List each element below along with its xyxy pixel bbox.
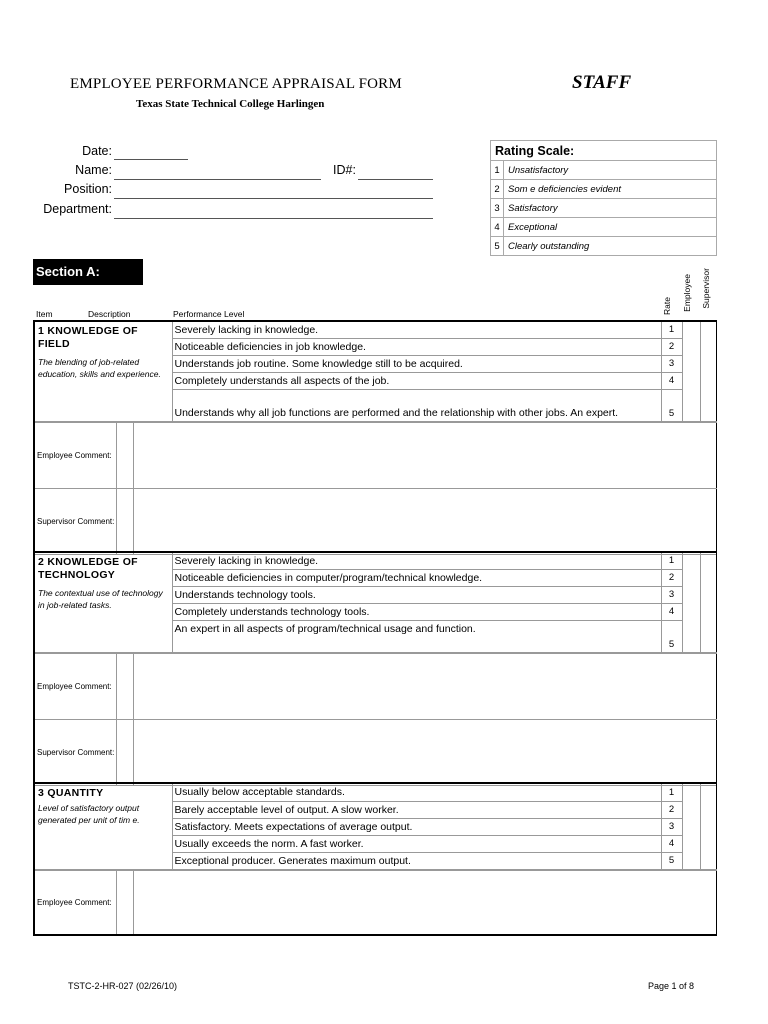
employee-comment-label: Employee Comment:: [35, 653, 116, 719]
employee-comment-label: Employee Comment:: [35, 422, 116, 488]
scale-label: Satisfactory: [504, 199, 717, 218]
item-block: [33, 320, 717, 555]
performance-level: Satisfactory. Meets expectations of average output.: [172, 818, 661, 835]
performance-level: Noticeable deficiencies in computer/program/technical knowledge.: [172, 569, 661, 586]
performance-level: Barely acceptable level of output. A slow worker.: [172, 801, 661, 818]
rate-number: 5: [661, 852, 682, 869]
rating-scale: [490, 140, 717, 256]
performance-level: Completely understands all aspects of the job.: [172, 372, 661, 389]
col-supervisor: Supervisor: [701, 268, 711, 309]
item-cell: [35, 784, 172, 869]
comment-spacer: [116, 870, 133, 934]
col-description: Description: [88, 309, 131, 319]
employee-rating-cell[interactable]: [682, 322, 700, 421]
employee-comment-field[interactable]: [133, 422, 717, 488]
item-cell: [35, 322, 172, 421]
scale-number: 1: [491, 161, 504, 180]
supervisor-comment-label: Supervisor Comment:: [35, 719, 116, 785]
item-heading: 1 KNOWLEDGE OF FIELD: [38, 325, 138, 350]
rate-number: 2: [661, 338, 682, 355]
col-employee: Employee: [682, 274, 692, 312]
comment-spacer: [116, 653, 133, 719]
comment-spacer: [116, 488, 133, 554]
item-heading: 3 QUANTITY: [38, 787, 104, 799]
rate-number: 3: [661, 818, 682, 835]
employee-comment-field[interactable]: [133, 870, 717, 934]
college-name: Texas State Technical College Harlingen: [136, 98, 325, 110]
supervisor-rating-cell[interactable]: [700, 553, 717, 652]
scale-label: Exceptional: [504, 218, 717, 237]
rate-number: 1: [661, 322, 682, 338]
supervisor-rating-cell[interactable]: [700, 784, 717, 869]
col-item: Item: [36, 309, 53, 319]
supervisor-comment-field[interactable]: [133, 719, 717, 785]
rate-number: 5: [661, 620, 682, 652]
performance-level: Severely lacking in knowledge.: [172, 553, 661, 569]
item-cell: [35, 553, 172, 652]
item-table: [35, 322, 717, 422]
scale-label: Som e deficiencies evident: [504, 180, 717, 199]
item-description: The blending of job-related education, skills and experience.: [38, 357, 161, 379]
name-field[interactable]: [114, 179, 321, 180]
section-a-header: Section A:: [33, 259, 143, 285]
item-block: [33, 551, 717, 786]
performance-level: Completely understands technology tools.: [172, 603, 661, 620]
performance-level: Understands technology tools.: [172, 586, 661, 603]
performance-level: Usually below acceptable standards.: [172, 784, 661, 801]
scale-label: Unsatisfactory: [504, 161, 717, 180]
rating-scale-title: Rating Scale:: [491, 141, 717, 161]
scale-number: 3: [491, 199, 504, 218]
scale-number: 2: [491, 180, 504, 199]
employee-rating-cell[interactable]: [682, 553, 700, 652]
scale-label: Clearly outstanding: [504, 237, 717, 256]
rate-number: 3: [661, 355, 682, 372]
comment-table: [35, 870, 717, 935]
comment-table: [35, 653, 717, 786]
performance-level: An expert in all aspects of program/technical usage and function.: [172, 620, 661, 652]
item-description: Level of satisfactory output generated per unit of tim e.: [38, 803, 140, 825]
comment-spacer: [116, 719, 133, 785]
rate-number: 2: [661, 801, 682, 818]
rate-number: 2: [661, 569, 682, 586]
page-number: Page 1 of 8: [648, 981, 695, 991]
id-field[interactable]: [358, 179, 433, 180]
form-title: EMPLOYEE PERFORMANCE APPRAISAL FORM: [70, 76, 402, 92]
comment-table: [35, 422, 717, 555]
supervisor-comment-label: Supervisor Comment:: [35, 488, 116, 554]
position-field[interactable]: [114, 198, 433, 199]
comment-spacer: [116, 422, 133, 488]
performance-level: Understands why all job functions are performed and the relationship with other jobs. An expert.: [172, 389, 661, 421]
employee-comment-label: Employee Comment:: [35, 870, 116, 934]
supervisor-comment-field[interactable]: [133, 488, 717, 554]
performance-level: Exceptional producer. Generates maximum output.: [172, 852, 661, 869]
form-code: TSTC-2-HR-027 (02/26/10): [68, 981, 178, 991]
supervisor-rating-cell[interactable]: [700, 322, 717, 421]
rate-number: 3: [661, 586, 682, 603]
department-label: Department:: [43, 202, 112, 216]
item-heading: 2 KNOWLEDGE OF TECHNOLOGY: [38, 556, 138, 581]
staff-label: STAFF: [572, 72, 632, 93]
performance-level: Usually exceeds the norm. A fast worker.: [172, 835, 661, 852]
employee-comment-field[interactable]: [133, 653, 717, 719]
rate-number: 4: [661, 603, 682, 620]
item-block: [33, 782, 717, 936]
performance-level: Understands job routine. Some knowledge still to be acquired.: [172, 355, 661, 372]
rate-number: 4: [661, 835, 682, 852]
date-label: Date:: [82, 144, 112, 158]
rate-number: 1: [661, 784, 682, 801]
position-label: Position:: [64, 182, 112, 196]
rate-number: 5: [661, 389, 682, 421]
item-table: [35, 553, 717, 653]
name-label: Name:: [75, 163, 112, 177]
rate-number: 4: [661, 372, 682, 389]
scale-number: 5: [491, 237, 504, 256]
col-performance: Performance Level: [173, 309, 245, 319]
performance-level: Severely lacking in knowledge.: [172, 322, 661, 338]
rate-number: 1: [661, 553, 682, 569]
performance-level: Noticeable deficiencies in job knowledge.: [172, 338, 661, 355]
item-table: [35, 784, 717, 870]
date-field[interactable]: [114, 159, 188, 160]
employee-rating-cell[interactable]: [682, 784, 700, 869]
id-label: ID#:: [333, 163, 356, 177]
item-description: The contextual use of technology in job-related tasks.: [38, 588, 163, 610]
scale-number: 4: [491, 218, 504, 237]
col-rate: Rate: [662, 297, 672, 315]
department-field[interactable]: [114, 218, 433, 219]
